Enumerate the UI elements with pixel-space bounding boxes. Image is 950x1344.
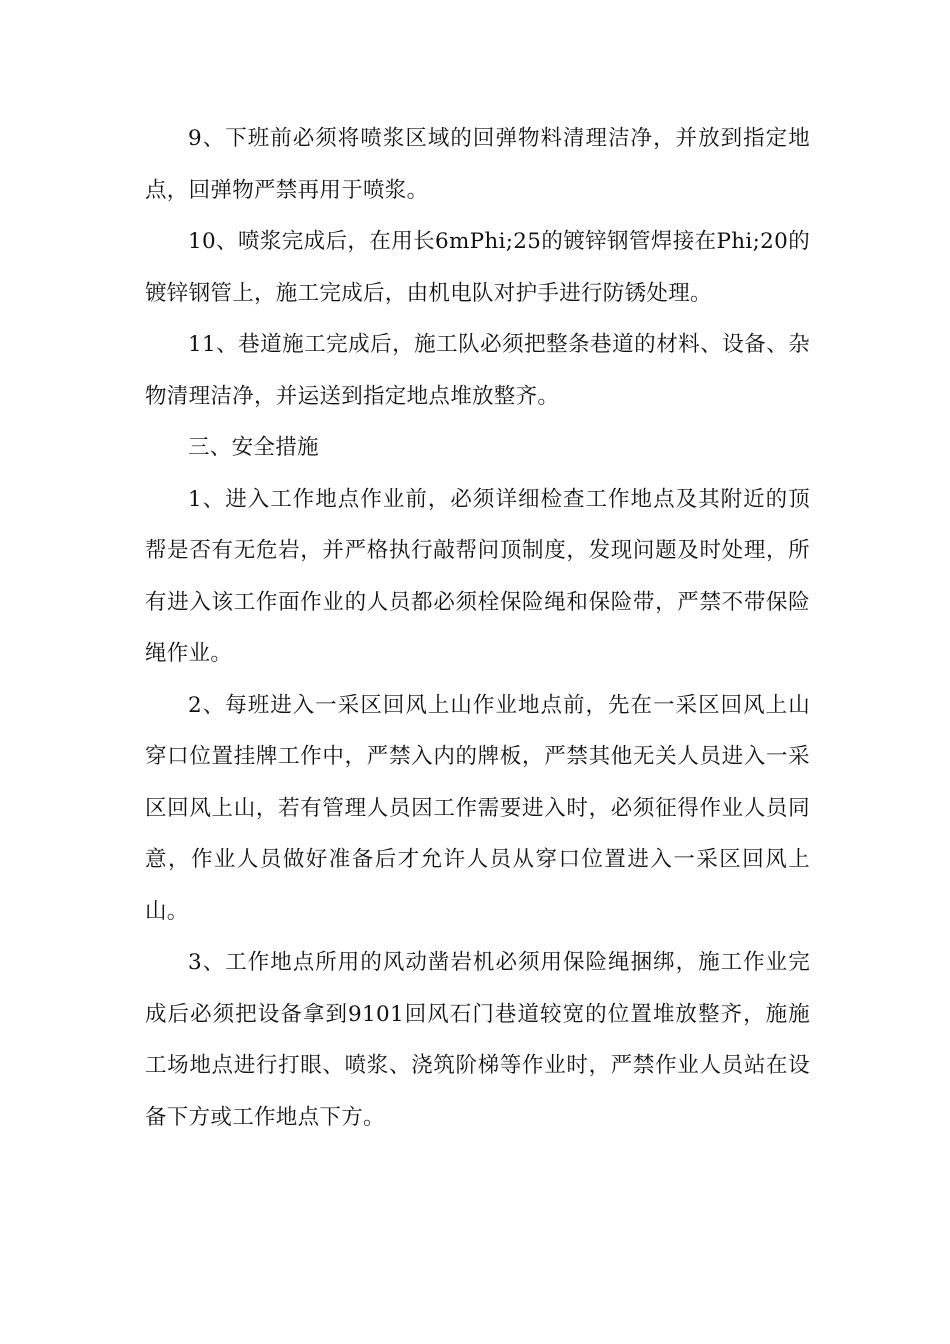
safety-item-2: 2、每班进入一采区回风上山作业地点前，先在一采区回风上山穿口位置挂牌工作中，严禁入内的牌板，严禁其他无关人员进入一采区回风上山，若有管理人员因工作需要进入时，必须征得作业人员同意，作业人员做好准备后才允许人员从穿口位置进入一采区回风上山。 <box>145 692 810 924</box>
document-body <box>145 113 810 1143</box>
safety-item-1: 1、进入工作地点作业前，必须详细检查工作地点及其附近的顶帮是否有无危岩，并严格执行敲帮问顶制度，发现问题及时处理，所有进入该工作面作业的人员都必须栓保险绳和保险带，严禁不带保险绳作业。 <box>145 486 810 666</box>
paragraph-item-11: 11、巷道施工完成后，施工队必须把整条巷道的材料、设备、杂物清理洁净，并运送到指定地点堆放整齐。 <box>145 332 810 409</box>
section-heading-safety-measures: 三、安全措施 <box>188 435 319 460</box>
paragraph-item-10: 10、喷浆完成后，在用长6mPhi;25的镀锌钢管焊接在Phi;20的镀锌钢管上，施工完成后，由机电队对护手进行防锈处理。 <box>145 229 810 306</box>
paragraph-item-9: 9、下班前必须将喷浆区域的回弹物料清理洁净，并放到指定地点，回弹物严禁再用于喷浆。 <box>145 126 810 203</box>
safety-item-3: 3、工作地点所用的风动凿岩机必须用保险绳捆绑，施工作业完成后必须把设备拿到9101回风石门巷道较宽的位置堆放整齐，施施工场地点进行打眼、喷浆、浇筑阶梯等作业时，严禁作业人员站在设备下方或工作地点下方。 <box>145 950 810 1130</box>
